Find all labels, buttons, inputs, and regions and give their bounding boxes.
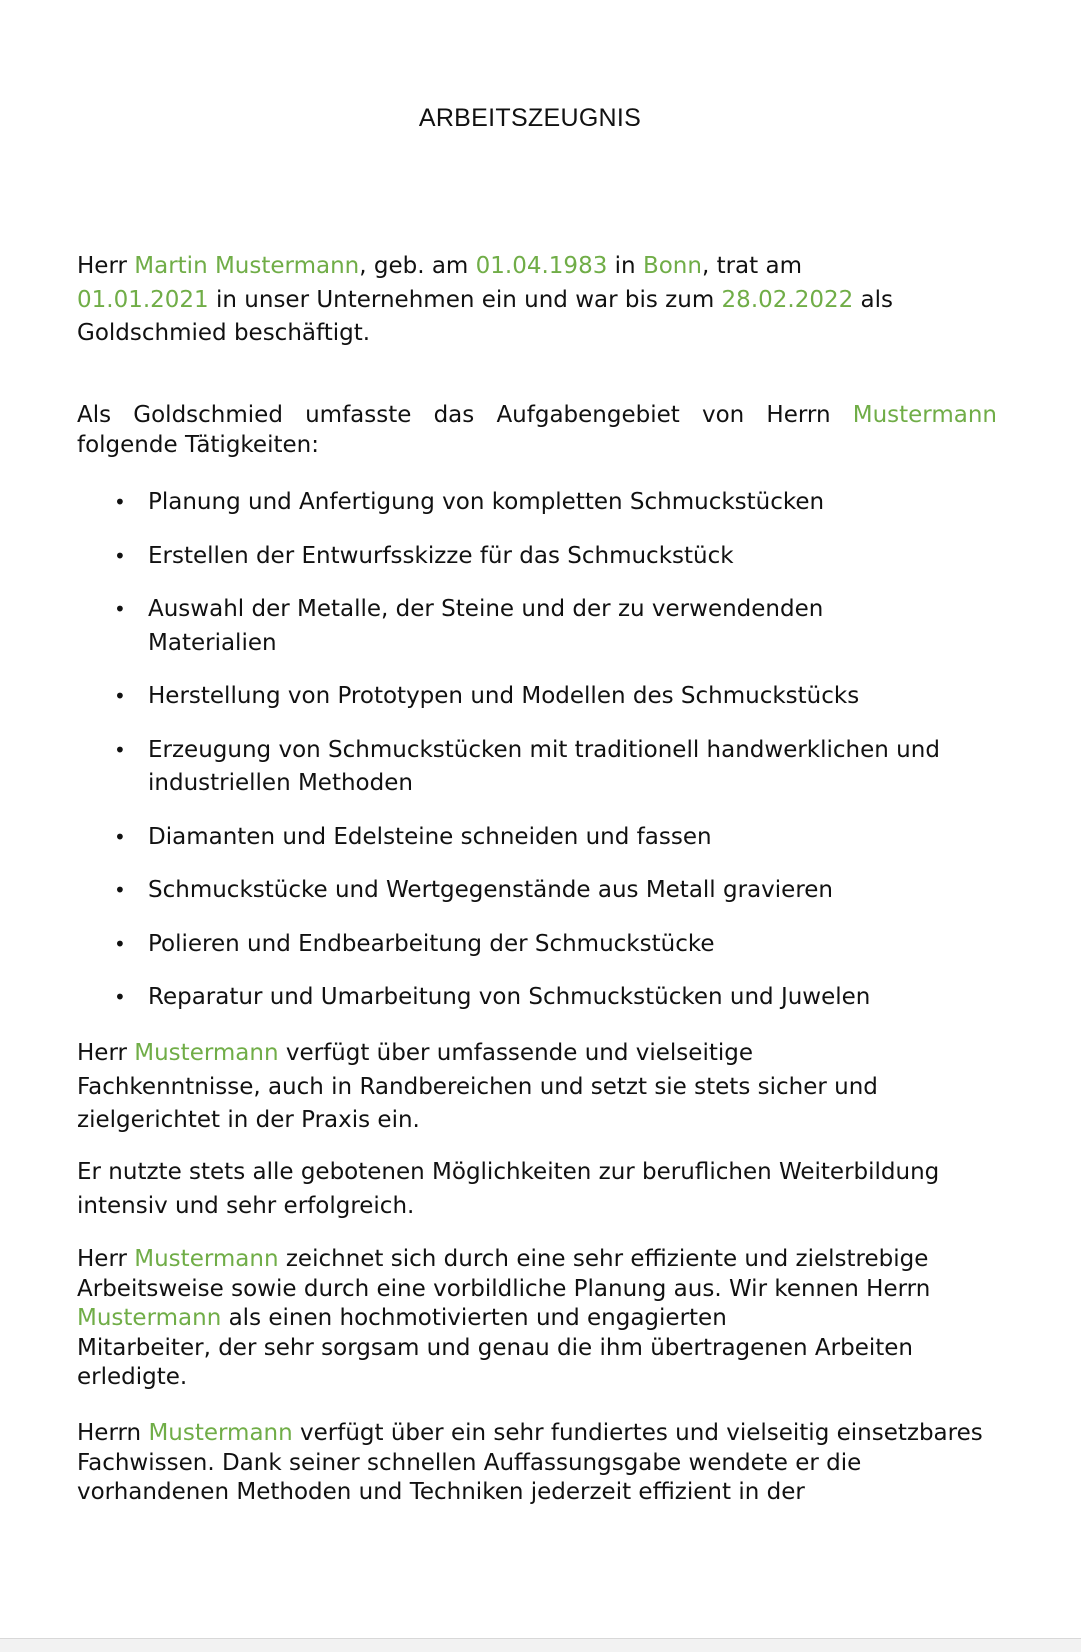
list-item [110, 981, 990, 1015]
list-item [110, 680, 990, 714]
paragraph-text: verfügt über umfassende und vielseitige Fachkenntnisse, auch in Randbereichen und setzt sie stets sicher und zielgerichtet in der Praxis ein. [77, 1040, 878, 1133]
list-item [110, 486, 990, 520]
paragraph-text: zeichnet sich durch eine sehr effiziente und zielstrebige Arbeitsweise sowie durch eine vorbildliche Planung aus. Wir kennen Herrn [77, 1246, 931, 1302]
knowledge-paragraph [77, 1037, 927, 1138]
tasks-intro-text: folgende Tätigkeiten: [77, 431, 319, 458]
paragraph-text: Herr [77, 1246, 135, 1272]
list-item [110, 593, 990, 660]
tasks-intro-line [77, 401, 997, 431]
employee-surname: Mustermann [852, 402, 997, 428]
list-item [110, 874, 990, 908]
bullet-icon: • [114, 931, 126, 956]
bullet-icon: • [114, 985, 126, 1009]
task-text: Erstellen der Entwurfsskizze für das Schmuckstück [148, 542, 734, 569]
bullet-icon: • [114, 543, 126, 568]
bullet-icon: • [114, 824, 126, 849]
bullet-icon: • [114, 490, 126, 514]
paragraph-text: Mitarbeiter, der sehr sorgsam und genau die ihm übertragenen Arbeiten erledigte. [77, 1334, 913, 1390]
list-item [110, 821, 990, 855]
task-text: Planung und Anfertigung von kompletten Schmuckstücken [148, 489, 825, 515]
intro-text: als [853, 286, 894, 313]
paragraph-text: verfügt über ein sehr fundiertes und vielseitig einsetzbares Fachwissen. Dank seiner schnellen Auffassungsgabe wendete er die vorhandenen Methoden und Techniken jederzeit effizient in der [77, 1420, 983, 1505]
intro-text: Herr [77, 253, 135, 279]
list-item [110, 540, 990, 574]
page-bottom-border [0, 1638, 1081, 1652]
birth-date: 01.04.1983 [475, 253, 608, 279]
document-title: ARBEITSZEUGNIS [418, 104, 642, 132]
paragraph-text: als einen hochmotivierten und engagierten [221, 1305, 727, 1331]
list-item [110, 928, 990, 962]
task-text: Schmuckstücke und Wertgegenstände aus Metall gravieren [148, 877, 833, 903]
task-list [110, 486, 990, 1035]
tasks-intro-text: Als Goldschmied umfasste das Aufgabengebiet von Herrn [77, 402, 853, 428]
employee-surname: Mustermann [134, 1246, 279, 1272]
bullet-icon: • [114, 878, 126, 902]
bullet-icon: • [114, 684, 126, 708]
task-text: Herstellung von Prototypen und Modellen des Schmuckstücks [148, 683, 860, 709]
employee-surname: Mustermann [134, 1040, 279, 1066]
intro-text: , geb. am [359, 253, 476, 279]
start-date: 01.01.2021 [77, 286, 209, 313]
task-text: Erzeugung von Schmuckstücken mit traditionell handwerklichen und industriellen Methoden [148, 736, 940, 796]
bullet-icon: • [114, 597, 126, 621]
task-text: Diamanten und Edelsteine schneiden und fassen [148, 823, 712, 850]
task-text: Polieren und Endbearbeitung der Schmuckstücke [148, 930, 715, 957]
intro-text: in [607, 253, 643, 279]
paragraph-text: Herrn [77, 1420, 149, 1446]
employee-name: Martin Mustermann [134, 253, 360, 279]
employee-surname: Mustermann [77, 1305, 222, 1331]
intro-text: Goldschmied beschäftigt. [77, 320, 371, 346]
training-paragraph: Er nutzte stets alle gebotenen Möglichkeiten zur beruflichen Weiterbildung intensiv und sehr erfolgreich. [77, 1159, 940, 1219]
intro-text: in unser Unternehmen ein und war bis zum [208, 286, 722, 313]
employee-surname: Mustermann [148, 1420, 293, 1446]
task-text: Reparatur und Umarbeitung von Schmuckstücken und Juwelen [148, 984, 871, 1010]
paragraph-text: Herr [77, 1040, 135, 1066]
workstyle-paragraph [77, 1245, 977, 1393]
birth-place: Bonn [642, 253, 702, 279]
intro-text: , trat am [701, 253, 802, 279]
end-date: 28.02.2022 [721, 286, 854, 313]
list-item [110, 734, 990, 801]
intro-paragraph [77, 250, 997, 351]
task-text: Auswahl der Metalle, der Steine und der zu verwendenden Materialien [148, 596, 824, 656]
expertise-paragraph [77, 1419, 997, 1508]
tasks-intro-paragraph [77, 401, 997, 460]
bullet-icon: • [114, 737, 126, 762]
